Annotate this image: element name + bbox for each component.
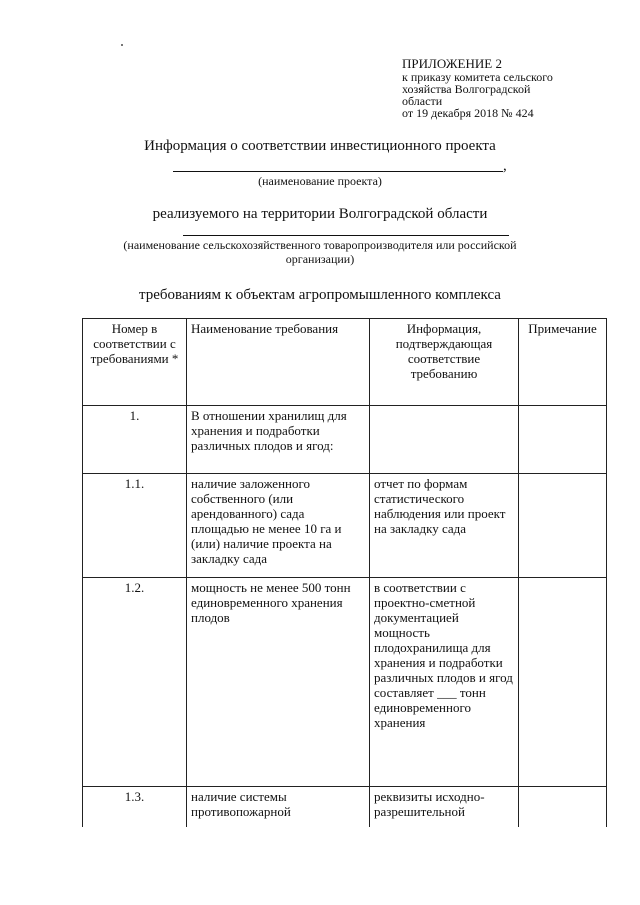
heading-line-3: требованиям к объектам агропромышленного комплекса xyxy=(139,287,501,303)
heading-comma: , xyxy=(503,158,507,174)
annex-line: области xyxy=(402,94,443,108)
scan-speck xyxy=(121,44,123,46)
heading-line-1: Информация о соответствии инвестиционного проекта xyxy=(144,138,496,154)
row-requirement: В отношении хранилищ для хранения и подработки различных плодов и ягод: xyxy=(187,406,370,474)
row-note xyxy=(519,474,607,578)
row-number: 1.1. xyxy=(83,474,187,578)
heading-line-2: реализуемого на территории Волгоградской области xyxy=(152,206,488,222)
table-row xyxy=(83,787,607,827)
row-info: реквизиты исходно-разрешительной xyxy=(370,787,519,827)
annex-line: хозяйства Волгоградской xyxy=(402,82,531,96)
header-info: Информация, подтверждающая соответствие требованию xyxy=(370,319,519,406)
producer-caption-line: организации) xyxy=(285,252,355,266)
project-name-blank xyxy=(173,171,503,172)
row-note xyxy=(519,787,607,827)
table-row xyxy=(83,578,607,787)
annex-block xyxy=(402,58,553,119)
requirements-table xyxy=(82,318,607,827)
row-number: 1. xyxy=(83,406,187,474)
producer-caption-line: (наименование сельскохозяйственного товаропроизводителя или российской xyxy=(123,238,517,252)
header-note: Примечание xyxy=(519,319,607,406)
row-info: отчет по формам статистического наблюдения или проект на закладку сада xyxy=(370,474,519,578)
header-number: Номер в соответствии с требованиями * xyxy=(83,319,187,406)
producer-name-caption xyxy=(0,238,640,266)
table-row xyxy=(83,406,607,474)
header-requirement: Наименование требования xyxy=(187,319,370,406)
row-requirement: мощность не менее 500 тонн единовременного хранения плодов xyxy=(187,578,370,787)
annex-line: от 19 декабря 2018 № 424 xyxy=(402,106,534,120)
table-header-row xyxy=(83,319,607,406)
row-info: в соответствии с проектно-сметной документацией мощность плодохранилища для хранения и подработки различных плодов и ягод составляет ___ тонн единовременного хранения xyxy=(370,578,519,787)
row-requirement: наличие системы противопожарной xyxy=(187,787,370,827)
row-info xyxy=(370,406,519,474)
row-number: 1.2. xyxy=(83,578,187,787)
row-number: 1.3. xyxy=(83,787,187,827)
producer-name-blank xyxy=(183,235,509,236)
row-note xyxy=(519,406,607,474)
row-note xyxy=(519,578,607,787)
row-requirement: наличие заложенного собственного (или арендованного) сада площадью не менее 10 га и (или) наличие проекта на закладку сада xyxy=(187,474,370,578)
project-name-caption: (наименование проекта) xyxy=(258,174,382,188)
annex-title: ПРИЛОЖЕНИЕ 2 xyxy=(402,56,502,71)
table-row xyxy=(83,474,607,578)
annex-line: к приказу комитета сельского xyxy=(402,70,553,84)
